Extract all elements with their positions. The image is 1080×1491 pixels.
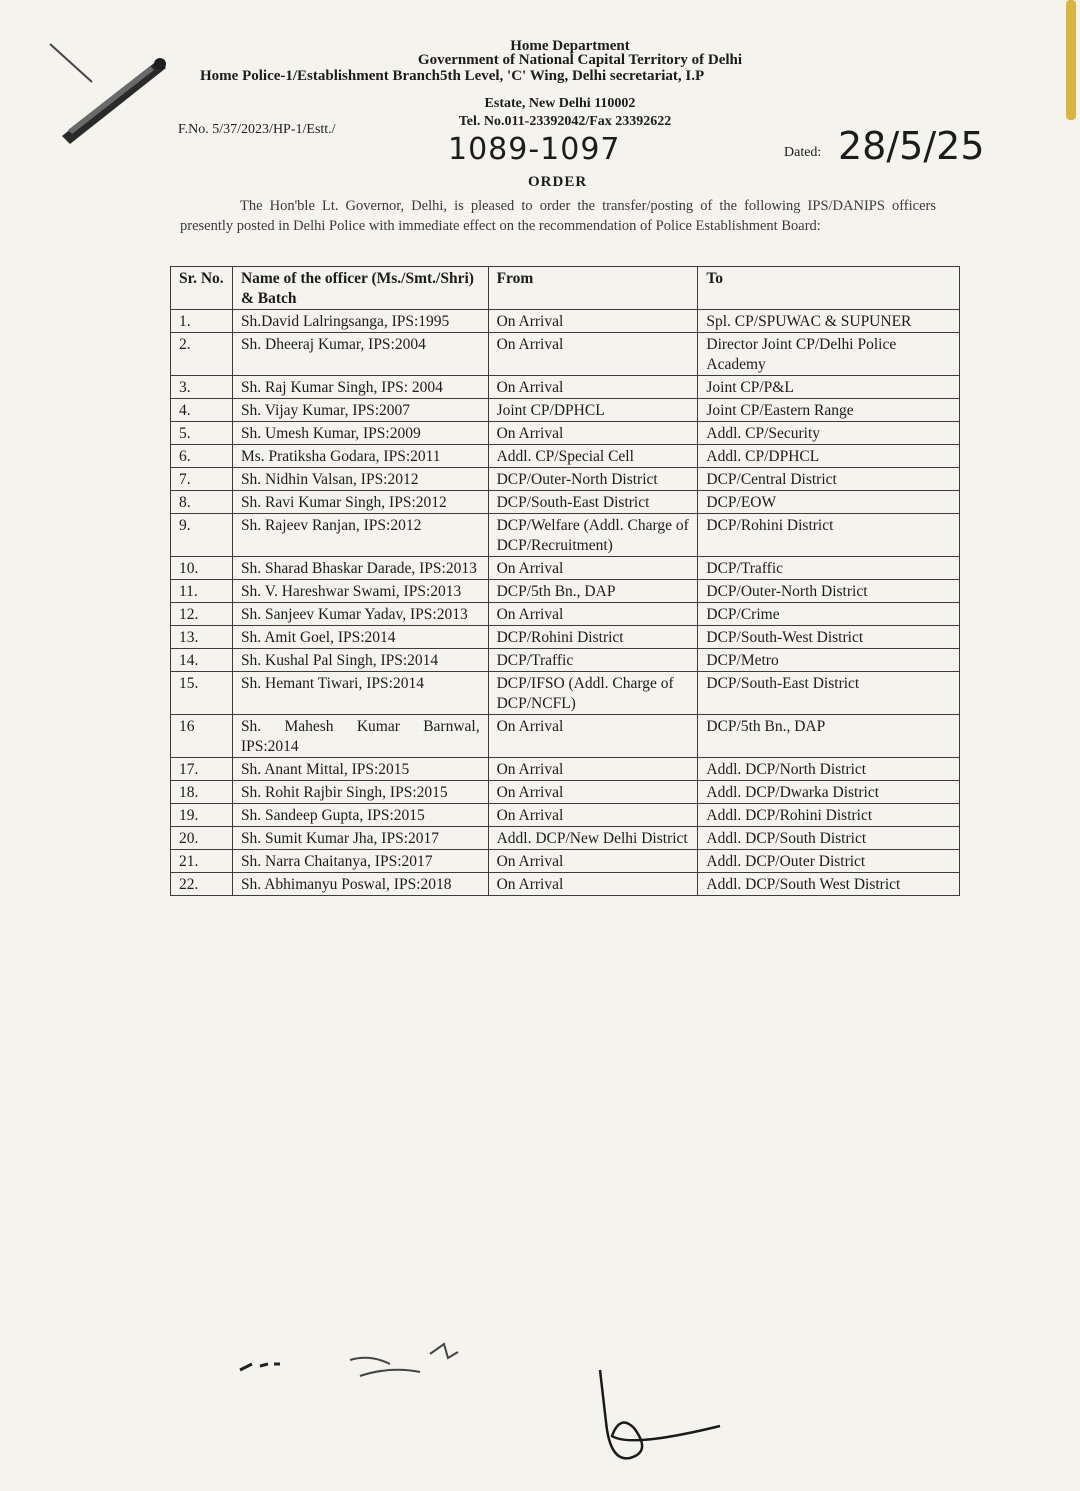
table-row [171,649,960,672]
cell-sr-no: 12. [171,603,233,626]
table-row [171,873,960,896]
table-header-row [171,267,960,310]
cell-from: On Arrival [488,804,698,827]
cell-to: DCP/EOW [698,491,960,514]
cell-officer-name: Sh. Rohit Rajbir Singh, IPS:2015 [232,781,488,804]
cell-from: DCP/Traffic [488,649,698,672]
file-number-handwritten: 1089-1097 [448,132,621,167]
branch-heading: Home Police-1/Establishment Branch5th Level, 'C' Wing, Delhi secretariat, I.P [200,68,705,84]
cell-sr-no: 13. [171,626,233,649]
table-row [171,672,960,715]
cell-officer-name: Sh. Rajeev Ranjan, IPS:2012 [232,514,488,557]
cell-from: On Arrival [488,603,698,626]
cell-officer-name: Sh. Umesh Kumar, IPS:2009 [232,422,488,445]
cell-to: Addl. DCP/Dwarka District [698,781,960,804]
table-row [171,715,960,758]
cell-officer-name: Sh. Mahesh Kumar Barnwal, IPS:2014 [232,715,488,758]
table-row [171,580,960,603]
cell-from: On Arrival [488,873,698,896]
table-row [171,758,960,781]
cell-to: DCP/Central District [698,468,960,491]
cell-from: On Arrival [488,715,698,758]
cell-from: On Arrival [488,758,698,781]
cell-from: Addl. CP/Special Cell [488,445,698,468]
table-row [171,468,960,491]
cell-sr-no: 8. [171,491,233,514]
cell-from: DCP/IFSO (Addl. Charge of DCP/NCFL) [488,672,698,715]
cell-from: On Arrival [488,557,698,580]
file-number: F.No. 5/37/2023/HP-1/Estt./ [178,122,336,137]
cell-sr-no: 15. [171,672,233,715]
cell-sr-no: 9. [171,514,233,557]
cell-from: Joint CP/DPHCL [488,399,698,422]
cell-officer-name: Sh. Abhimanyu Poswal, IPS:2018 [232,873,488,896]
cell-to: DCP/South-West District [698,626,960,649]
cell-sr-no: 5. [171,422,233,445]
cell-sr-no: 11. [171,580,233,603]
cell-sr-no: 14. [171,649,233,672]
table-row [171,376,960,399]
order-intro-paragraph: The Hon'ble Lt. Governor, Delhi, is pleased to order the transfer/posting of the following IPS/DANIPS officers presently posted in Delhi Police with immediate effect on the recommendation of Police Establishment Board: [180,198,936,234]
cell-officer-name: Sh. Sandeep Gupta, IPS:2015 [232,804,488,827]
cell-sr-no: 22. [171,873,233,896]
tel-heading: Tel. No.011-23392042/Fax 23392622 [458,114,672,129]
cell-officer-name: Ms. Pratiksha Godara, IPS:2011 [232,445,488,468]
cell-officer-name: Sh. Ravi Kumar Singh, IPS:2012 [232,491,488,514]
cell-from: Addl. DCP/New Delhi District [488,827,698,850]
table-row [171,445,960,468]
paper-clip-icon [1058,0,1080,130]
cell-to: DCP/Outer-North District [698,580,960,603]
table-row [171,827,960,850]
cell-to: Addl. DCP/South District [698,827,960,850]
table-row [171,333,960,376]
header-officer-name: Name of the officer (Ms./Smt./Shri) & Batch [232,267,488,310]
cell-officer-name: Sh. Nidhin Valsan, IPS:2012 [232,468,488,491]
dated-label: Dated: [784,145,822,160]
cell-to: DCP/5th Bn., DAP [698,715,960,758]
cell-from: On Arrival [488,376,698,399]
cell-to: Addl. DCP/South West District [698,873,960,896]
department-heading: Home Department [510,38,630,54]
cell-officer-name: Sh. V. Hareshwar Swami, IPS:2013 [232,580,488,603]
cell-sr-no: 4. [171,399,233,422]
table-row [171,804,960,827]
cell-sr-no: 6. [171,445,233,468]
cell-from: On Arrival [488,850,698,873]
cell-officer-name: Sh. Sumit Kumar Jha, IPS:2017 [232,827,488,850]
cell-to: DCP/Rohini District [698,514,960,557]
header-to: To [698,267,960,310]
cell-officer-name: Sh. Raj Kumar Singh, IPS: 2004 [232,376,488,399]
cell-from: DCP/South-East District [488,491,698,514]
cell-from: On Arrival [488,310,698,333]
cell-to: Addl. DCP/Outer District [698,850,960,873]
cell-officer-name: Sh. Hemant Tiwari, IPS:2014 [232,672,488,715]
table-row [171,850,960,873]
cell-to: DCP/South-East District [698,672,960,715]
cell-officer-name: Sh. Narra Chaitanya, IPS:2017 [232,850,488,873]
cell-officer-name: Sh. Sanjeev Kumar Yadav, IPS:2013 [232,603,488,626]
cell-sr-no: 19. [171,804,233,827]
table-row [171,557,960,580]
cell-officer-name: Sh. Amit Goel, IPS:2014 [232,626,488,649]
cell-from: On Arrival [488,333,698,376]
cell-to: Joint CP/Eastern Range [698,399,960,422]
cell-officer-name: Sh.David Lalringsanga, IPS:1995 [232,310,488,333]
cell-to: Addl. CP/Security [698,422,960,445]
transfer-table [170,266,960,896]
table-row [171,603,960,626]
cell-officer-name: Sh. Anant Mittal, IPS:2015 [232,758,488,781]
header-from: From [488,267,698,310]
cell-from: DCP/Rohini District [488,626,698,649]
cell-from: DCP/5th Bn., DAP [488,580,698,603]
table-row [171,514,960,557]
cell-from: DCP/Outer-North District [488,468,698,491]
cell-officer-name: Sh. Vijay Kumar, IPS:2007 [232,399,488,422]
table-row [171,491,960,514]
cell-sr-no: 18. [171,781,233,804]
cell-to: DCP/Crime [698,603,960,626]
dated-handwritten: 28/5/25 [838,124,985,168]
cell-sr-no: 20. [171,827,233,850]
table-row [171,310,960,333]
cell-sr-no: 10. [171,557,233,580]
estate-heading: Estate, New Delhi 110002 [484,96,636,111]
cell-officer-name: Sh. Dheeraj Kumar, IPS:2004 [232,333,488,376]
cell-sr-no: 3. [171,376,233,399]
cell-to: Addl. CP/DPHCL [698,445,960,468]
cell-sr-no: 2. [171,333,233,376]
signature [590,1362,730,1472]
table-row [171,399,960,422]
order-title: ORDER [528,174,588,190]
cell-to: DCP/Metro [698,649,960,672]
cell-from: On Arrival [488,422,698,445]
cell-officer-name: Sh. Sharad Bhaskar Darade, IPS:2013 [232,557,488,580]
table-row [171,626,960,649]
table-row [171,781,960,804]
cell-to: Addl. DCP/North District [698,758,960,781]
cell-sr-no: 7. [171,468,233,491]
cell-from: DCP/Welfare (Addl. Charge of DCP/Recruitment) [488,514,698,557]
cell-to: Joint CP/P&L [698,376,960,399]
cell-sr-no: 1. [171,310,233,333]
cell-to: DCP/Traffic [698,557,960,580]
cell-to: Addl. DCP/Rohini District [698,804,960,827]
table-row [171,422,960,445]
cell-sr-no: 21. [171,850,233,873]
cell-to: Spl. CP/SPUWAC & SUPUNER [698,310,960,333]
cell-to: Director Joint CP/Delhi Police Academy [698,333,960,376]
cell-sr-no: 17. [171,758,233,781]
cell-officer-name: Sh. Kushal Pal Singh, IPS:2014 [232,649,488,672]
government-heading: Government of National Capital Territory of Delhi [417,52,743,68]
pen-icon [40,38,180,148]
cell-from: On Arrival [488,781,698,804]
cell-sr-no: 16 [171,715,233,758]
header-sr-no: Sr. No. [171,267,233,310]
